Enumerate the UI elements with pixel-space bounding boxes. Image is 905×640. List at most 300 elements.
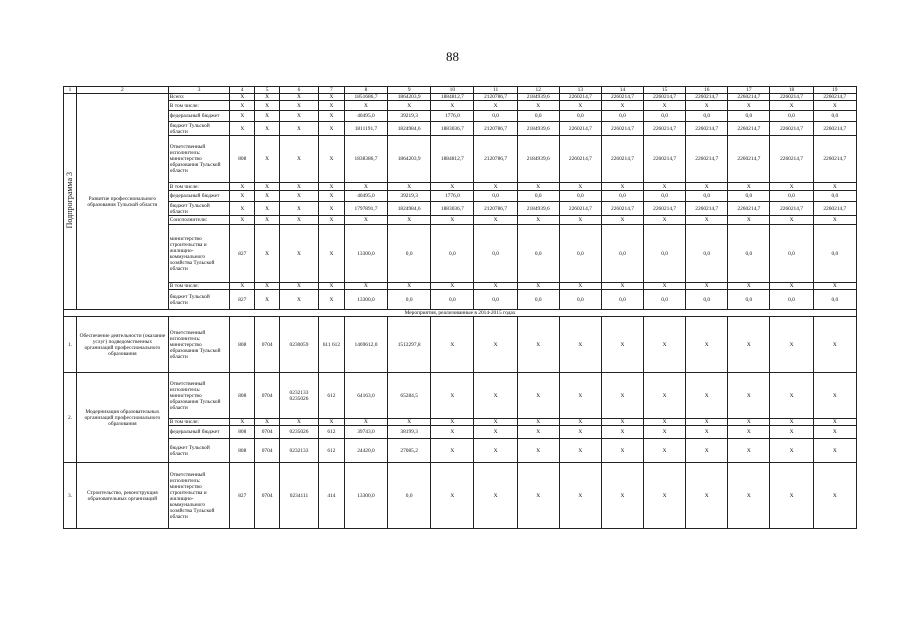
header-cell: 19 <box>813 87 856 94</box>
data-cell: 0,0 <box>644 191 686 202</box>
data-cell: X <box>474 283 517 290</box>
header-cell: 1 <box>64 87 77 94</box>
data-cell: 0232133 0235026 <box>280 373 319 419</box>
data-cell: X <box>770 216 813 225</box>
data-cell: 0,0 <box>431 290 474 310</box>
data-cell: X <box>517 373 559 419</box>
data-cell: 2260214,7 <box>770 94 813 101</box>
data-cell: X <box>517 317 559 373</box>
data-cell: 0,0 <box>474 191 517 202</box>
data-cell: 40495,0 <box>344 191 387 202</box>
data-cell: X <box>770 317 813 373</box>
data-cell: X <box>686 419 728 426</box>
data-cell: X <box>280 290 319 310</box>
data-cell: 1884812,7 <box>431 136 474 183</box>
data-cell: 0,0 <box>686 225 728 283</box>
data-cell: X <box>686 283 728 290</box>
measure-number: 2. <box>64 373 77 463</box>
data-cell: 0,0 <box>559 225 601 283</box>
data-cell: 1864203,9 <box>388 136 431 183</box>
header-cell: 10 <box>431 87 474 94</box>
data-cell: X <box>318 225 344 283</box>
data-cell: 38199,3 <box>388 426 431 439</box>
data-cell: 612 <box>318 439 344 463</box>
table-row <box>64 183 857 191</box>
data-cell: X <box>388 101 431 111</box>
data-cell: 1469612,0 <box>344 317 387 373</box>
data-cell: X <box>230 216 255 225</box>
data-cell: 808 <box>230 439 255 463</box>
data-cell: X <box>474 426 517 439</box>
data-cell: X <box>644 183 686 191</box>
data-cell: X <box>388 283 431 290</box>
data-cell: X <box>388 419 431 426</box>
data-cell: X <box>517 463 559 529</box>
data-cell: 2120786,7 <box>474 202 517 216</box>
data-cell: 2260214,7 <box>559 94 601 101</box>
data-cell: X <box>813 101 856 111</box>
header-cell: 14 <box>601 87 643 94</box>
data-cell: X <box>344 183 387 191</box>
data-cell: X <box>431 101 474 111</box>
data-cell: X <box>474 419 517 426</box>
data-cell: X <box>728 216 770 225</box>
data-cell: X <box>344 216 387 225</box>
data-cell: X <box>280 216 319 225</box>
data-cell: X <box>344 283 387 290</box>
data-cell: X <box>255 122 280 136</box>
row-label: федеральный бюджет <box>168 426 230 439</box>
data-cell: 2260214,7 <box>770 136 813 183</box>
data-cell: 0,0 <box>686 191 728 202</box>
data-cell: X <box>474 101 517 111</box>
data-cell: X <box>255 183 280 191</box>
row-label: Ответственный исполнитель: министерство образования Тульской области <box>168 373 230 419</box>
data-cell: 2260214,7 <box>686 122 728 136</box>
data-cell: 612 <box>318 426 344 439</box>
data-cell: 2260214,7 <box>644 94 686 101</box>
header-cell: 7 <box>318 87 344 94</box>
data-cell: 2184939,6 <box>517 202 559 216</box>
data-cell: 612 <box>318 373 344 419</box>
data-cell: X <box>644 101 686 111</box>
data-cell: X <box>728 283 770 290</box>
data-cell: X <box>770 426 813 439</box>
data-cell: 2260214,7 <box>644 136 686 183</box>
data-cell: X <box>318 101 344 111</box>
data-cell: 2120786,7 <box>474 136 517 183</box>
data-cell: X <box>559 373 601 419</box>
data-cell: X <box>686 426 728 439</box>
data-cell: 0,0 <box>644 225 686 283</box>
data-cell: 0,0 <box>813 191 856 202</box>
data-cell: 2260214,7 <box>728 122 770 136</box>
data-cell: 2260214,7 <box>644 202 686 216</box>
data-cell: X <box>230 202 255 216</box>
data-cell: 808 <box>230 373 255 419</box>
data-cell: 1838386,7 <box>344 136 387 183</box>
data-cell: 808 <box>230 136 255 183</box>
data-cell: X <box>255 101 280 111</box>
data-cell: X <box>813 419 856 426</box>
data-cell: X <box>813 439 856 463</box>
data-cell: 0704 <box>255 426 280 439</box>
data-cell: 0,0 <box>517 290 559 310</box>
header-cell: 12 <box>517 87 559 94</box>
data-cell: 64163,0 <box>344 373 387 419</box>
data-cell: X <box>318 202 344 216</box>
data-cell: X <box>255 290 280 310</box>
data-cell: X <box>318 94 344 101</box>
data-cell: 0,0 <box>559 191 601 202</box>
data-cell: X <box>280 202 319 216</box>
table-row <box>64 101 857 111</box>
data-cell: 39219,3 <box>388 111 431 122</box>
header-cell: 16 <box>686 87 728 94</box>
data-cell: X <box>728 317 770 373</box>
data-cell: X <box>280 101 319 111</box>
data-cell: X <box>255 419 280 426</box>
data-cell: X <box>230 283 255 290</box>
data-cell: X <box>728 101 770 111</box>
data-cell: 0,0 <box>644 290 686 310</box>
data-cell: 2120786,7 <box>474 122 517 136</box>
data-cell: 0,0 <box>813 111 856 122</box>
data-cell: X <box>728 183 770 191</box>
data-cell: X <box>230 101 255 111</box>
data-cell: X <box>318 283 344 290</box>
data-cell: 1776,0 <box>431 111 474 122</box>
data-cell: 1512297,8 <box>388 317 431 373</box>
data-cell: X <box>770 373 813 419</box>
data-cell: X <box>728 439 770 463</box>
data-cell: X <box>559 439 601 463</box>
data-cell: X <box>517 426 559 439</box>
data-cell: 0234111 <box>280 463 319 529</box>
header-cell: 11 <box>474 87 517 94</box>
data-cell: 1883036,7 <box>431 202 474 216</box>
data-cell: X <box>813 463 856 529</box>
table-row <box>64 373 857 419</box>
data-cell: X <box>686 463 728 529</box>
row-label: В том числе: <box>168 283 230 290</box>
data-cell: X <box>280 225 319 283</box>
table-row <box>64 136 857 183</box>
data-cell: X <box>230 183 255 191</box>
row-label: Ответственный исполнитель: министерство образования Тульской области <box>168 317 230 373</box>
data-cell: X <box>559 183 601 191</box>
data-cell: 2260214,7 <box>770 202 813 216</box>
row-label: бюджет Тульской области <box>168 290 230 310</box>
data-cell: 0,0 <box>474 111 517 122</box>
data-cell: 808 <box>230 317 255 373</box>
data-cell: 0,0 <box>770 191 813 202</box>
row-label: В том числе: <box>168 101 230 111</box>
data-cell: X <box>644 419 686 426</box>
data-cell: 2260214,7 <box>559 202 601 216</box>
data-cell: X <box>601 419 643 426</box>
data-cell: X <box>517 419 559 426</box>
data-cell: 2260214,7 <box>813 94 856 101</box>
data-cell: X <box>686 183 728 191</box>
data-cell: 0,0 <box>601 111 643 122</box>
data-cell: X <box>431 183 474 191</box>
data-cell: 2260214,7 <box>601 136 643 183</box>
table-row <box>64 290 857 310</box>
data-cell: X <box>255 94 280 101</box>
data-cell: X <box>230 94 255 101</box>
data-cell: 1811191,7 <box>344 122 387 136</box>
data-cell: X <box>318 419 344 426</box>
data-cell: 2184939,6 <box>517 122 559 136</box>
row-label: министерство строительства и жилищно-коммунального хозяйства Тульской области <box>168 225 230 283</box>
data-cell: 0,0 <box>559 290 601 310</box>
section-row <box>64 310 857 317</box>
table-row <box>64 122 857 136</box>
data-cell: X <box>813 317 856 373</box>
data-cell: X <box>431 317 474 373</box>
data-cell: 0,0 <box>770 111 813 122</box>
data-cell: 0,0 <box>686 290 728 310</box>
data-cell: 2260214,7 <box>770 122 813 136</box>
data-cell: X <box>728 463 770 529</box>
data-cell: 0,0 <box>770 290 813 310</box>
data-cell: X <box>601 426 643 439</box>
row-label: бюджет Тульской области <box>168 439 230 463</box>
header-cell: 5 <box>255 87 280 94</box>
data-cell: X <box>230 111 255 122</box>
data-cell: 2260214,7 <box>644 122 686 136</box>
data-cell: 0232133 <box>280 439 319 463</box>
data-cell: X <box>318 191 344 202</box>
data-cell: 2260214,7 <box>559 136 601 183</box>
data-cell: X <box>255 225 280 283</box>
data-cell: X <box>728 419 770 426</box>
data-cell: X <box>318 136 344 183</box>
header-cell: 17 <box>728 87 770 94</box>
table-row <box>64 317 857 373</box>
data-cell: X <box>255 111 280 122</box>
row-label: Ответственный исполнитель: министерство строительства и жилищно-коммунального хозяйства Тульской области <box>168 463 230 529</box>
data-cell: 2260214,7 <box>601 94 643 101</box>
data-cell: 27085,2 <box>388 439 431 463</box>
data-cell: X <box>280 183 319 191</box>
subprogram-name: Развитие профессионального образования Тульской области <box>76 94 168 310</box>
data-cell: 2260214,7 <box>813 122 856 136</box>
data-cell: 0,0 <box>728 290 770 310</box>
row-label: Соисполнители: <box>168 216 230 225</box>
data-cell: X <box>601 373 643 419</box>
data-cell: X <box>474 216 517 225</box>
data-cell: 0,0 <box>601 290 643 310</box>
data-cell: 65284,5 <box>388 373 431 419</box>
row-label: Всего: <box>168 94 230 101</box>
data-cell: X <box>644 463 686 529</box>
data-cell: 0704 <box>255 317 280 373</box>
data-cell: 2260214,7 <box>686 202 728 216</box>
table-row <box>64 419 857 426</box>
data-cell: 39219,3 <box>388 191 431 202</box>
data-cell: X <box>770 463 813 529</box>
data-cell: X <box>770 183 813 191</box>
data-cell: X <box>601 216 643 225</box>
data-cell: X <box>601 463 643 529</box>
header-cell: 3 <box>168 87 230 94</box>
data-cell: 0,0 <box>728 111 770 122</box>
data-cell: X <box>644 373 686 419</box>
data-cell: X <box>280 419 319 426</box>
data-cell: X <box>344 419 387 426</box>
data-cell: X <box>517 439 559 463</box>
data-cell: 2260214,7 <box>728 94 770 101</box>
data-cell: X <box>644 439 686 463</box>
data-cell: 0,0 <box>644 111 686 122</box>
row-label: бюджет Тульской области <box>168 202 230 216</box>
data-cell: X <box>728 426 770 439</box>
data-cell: X <box>280 94 319 101</box>
header-cell: 9 <box>388 87 431 94</box>
data-cell: X <box>559 283 601 290</box>
data-cell: X <box>517 216 559 225</box>
data-cell: 0,0 <box>388 463 431 529</box>
data-cell: 0,0 <box>728 225 770 283</box>
data-cell: X <box>644 426 686 439</box>
header-cell: 13 <box>559 87 601 94</box>
data-cell: X <box>686 101 728 111</box>
row-label: федеральный бюджет <box>168 111 230 122</box>
data-cell: X <box>601 101 643 111</box>
data-cell: 0,0 <box>601 191 643 202</box>
header-cell: 18 <box>770 87 813 94</box>
data-cell: 0,0 <box>517 191 559 202</box>
data-cell: 40495,0 <box>344 111 387 122</box>
table-row <box>64 225 857 283</box>
data-cell: 0,0 <box>601 225 643 283</box>
data-cell: 0,0 <box>770 225 813 283</box>
data-cell: 0,0 <box>813 290 856 310</box>
data-cell: 1824984,6 <box>388 122 431 136</box>
table-row <box>64 111 857 122</box>
data-cell: 39743,0 <box>344 426 387 439</box>
data-cell: X <box>318 111 344 122</box>
data-cell: X <box>644 216 686 225</box>
data-cell: X <box>728 373 770 419</box>
row-label: федеральный бюджет <box>168 191 230 202</box>
header-cell: 8 <box>344 87 387 94</box>
table-row <box>64 463 857 529</box>
data-cell: X <box>431 216 474 225</box>
header-cell: 4 <box>230 87 255 94</box>
data-cell: X <box>601 317 643 373</box>
header-cell: 2 <box>76 87 168 94</box>
header-cell: 6 <box>280 87 319 94</box>
subprogram-vertical-label: Подпрограмма 3 <box>64 172 74 229</box>
data-cell: X <box>601 183 643 191</box>
data-cell: X <box>474 373 517 419</box>
data-cell: X <box>517 283 559 290</box>
data-cell: 827 <box>230 463 255 529</box>
table-row <box>64 216 857 225</box>
table-row <box>64 202 857 216</box>
page-number: 88 <box>446 49 459 64</box>
data-cell: 0,0 <box>559 111 601 122</box>
data-cell: X <box>230 122 255 136</box>
data-cell: X <box>255 202 280 216</box>
data-cell: 1824984,6 <box>388 202 431 216</box>
row-label: Ответственный исполнитель: министерство образования Тульской области <box>168 136 230 183</box>
data-cell: 2260214,7 <box>813 202 856 216</box>
data-cell: X <box>431 439 474 463</box>
data-cell: 0235026 <box>280 426 319 439</box>
data-cell: X <box>813 216 856 225</box>
data-cell: X <box>431 283 474 290</box>
data-cell: 0704 <box>255 463 280 529</box>
data-cell: 2260214,7 <box>686 94 728 101</box>
measure-name: Модернизация образовательных организаций профессионального образования <box>76 373 168 463</box>
data-cell: X <box>255 191 280 202</box>
data-cell: 0,0 <box>728 191 770 202</box>
data-cell: 1797891,7 <box>344 202 387 216</box>
data-cell: X <box>559 101 601 111</box>
data-cell: 13300,0 <box>344 290 387 310</box>
data-cell: X <box>280 136 319 183</box>
data-cell: X <box>318 122 344 136</box>
data-cell: 2120786,7 <box>474 94 517 101</box>
data-cell: X <box>559 463 601 529</box>
data-cell: 2260214,7 <box>601 122 643 136</box>
data-cell: X <box>644 283 686 290</box>
data-cell: 2184939,6 <box>517 94 559 101</box>
data-cell: 0,0 <box>517 111 559 122</box>
data-cell: X <box>255 136 280 183</box>
header-cell: 15 <box>644 87 686 94</box>
data-cell: 1884812,7 <box>431 94 474 101</box>
data-cell: 1851686,7 <box>344 94 387 101</box>
data-cell: X <box>813 183 856 191</box>
data-cell: X <box>517 101 559 111</box>
data-cell: X <box>559 317 601 373</box>
data-cell: 2260214,7 <box>559 122 601 136</box>
data-cell: 0,0 <box>474 225 517 283</box>
data-cell: X <box>686 439 728 463</box>
data-cell: 2260214,7 <box>601 202 643 216</box>
data-cell: 827 <box>230 225 255 283</box>
data-cell: X <box>318 183 344 191</box>
data-cell: 24420,0 <box>344 439 387 463</box>
data-cell: 0704 <box>255 373 280 419</box>
data-cell: 0,0 <box>813 225 856 283</box>
data-cell: 0,0 <box>388 225 431 283</box>
data-cell: 13300,0 <box>344 463 387 529</box>
data-cell: X <box>770 419 813 426</box>
data-cell: X <box>770 283 813 290</box>
data-cell: X <box>601 439 643 463</box>
data-cell: 0704 <box>255 439 280 463</box>
data-cell: 808 <box>230 426 255 439</box>
data-cell: X <box>813 373 856 419</box>
data-cell: X <box>280 283 319 290</box>
data-cell: 2184939,6 <box>517 136 559 183</box>
data-cell: 414 <box>318 463 344 529</box>
measure-number: 1. <box>64 317 77 373</box>
data-cell: 0230059 <box>280 317 319 373</box>
data-cell: X <box>601 283 643 290</box>
data-cell: X <box>559 426 601 439</box>
subprogram-label-cell <box>64 94 77 310</box>
data-cell: X <box>280 111 319 122</box>
row-label: В том числе: <box>168 183 230 191</box>
data-cell: X <box>770 101 813 111</box>
